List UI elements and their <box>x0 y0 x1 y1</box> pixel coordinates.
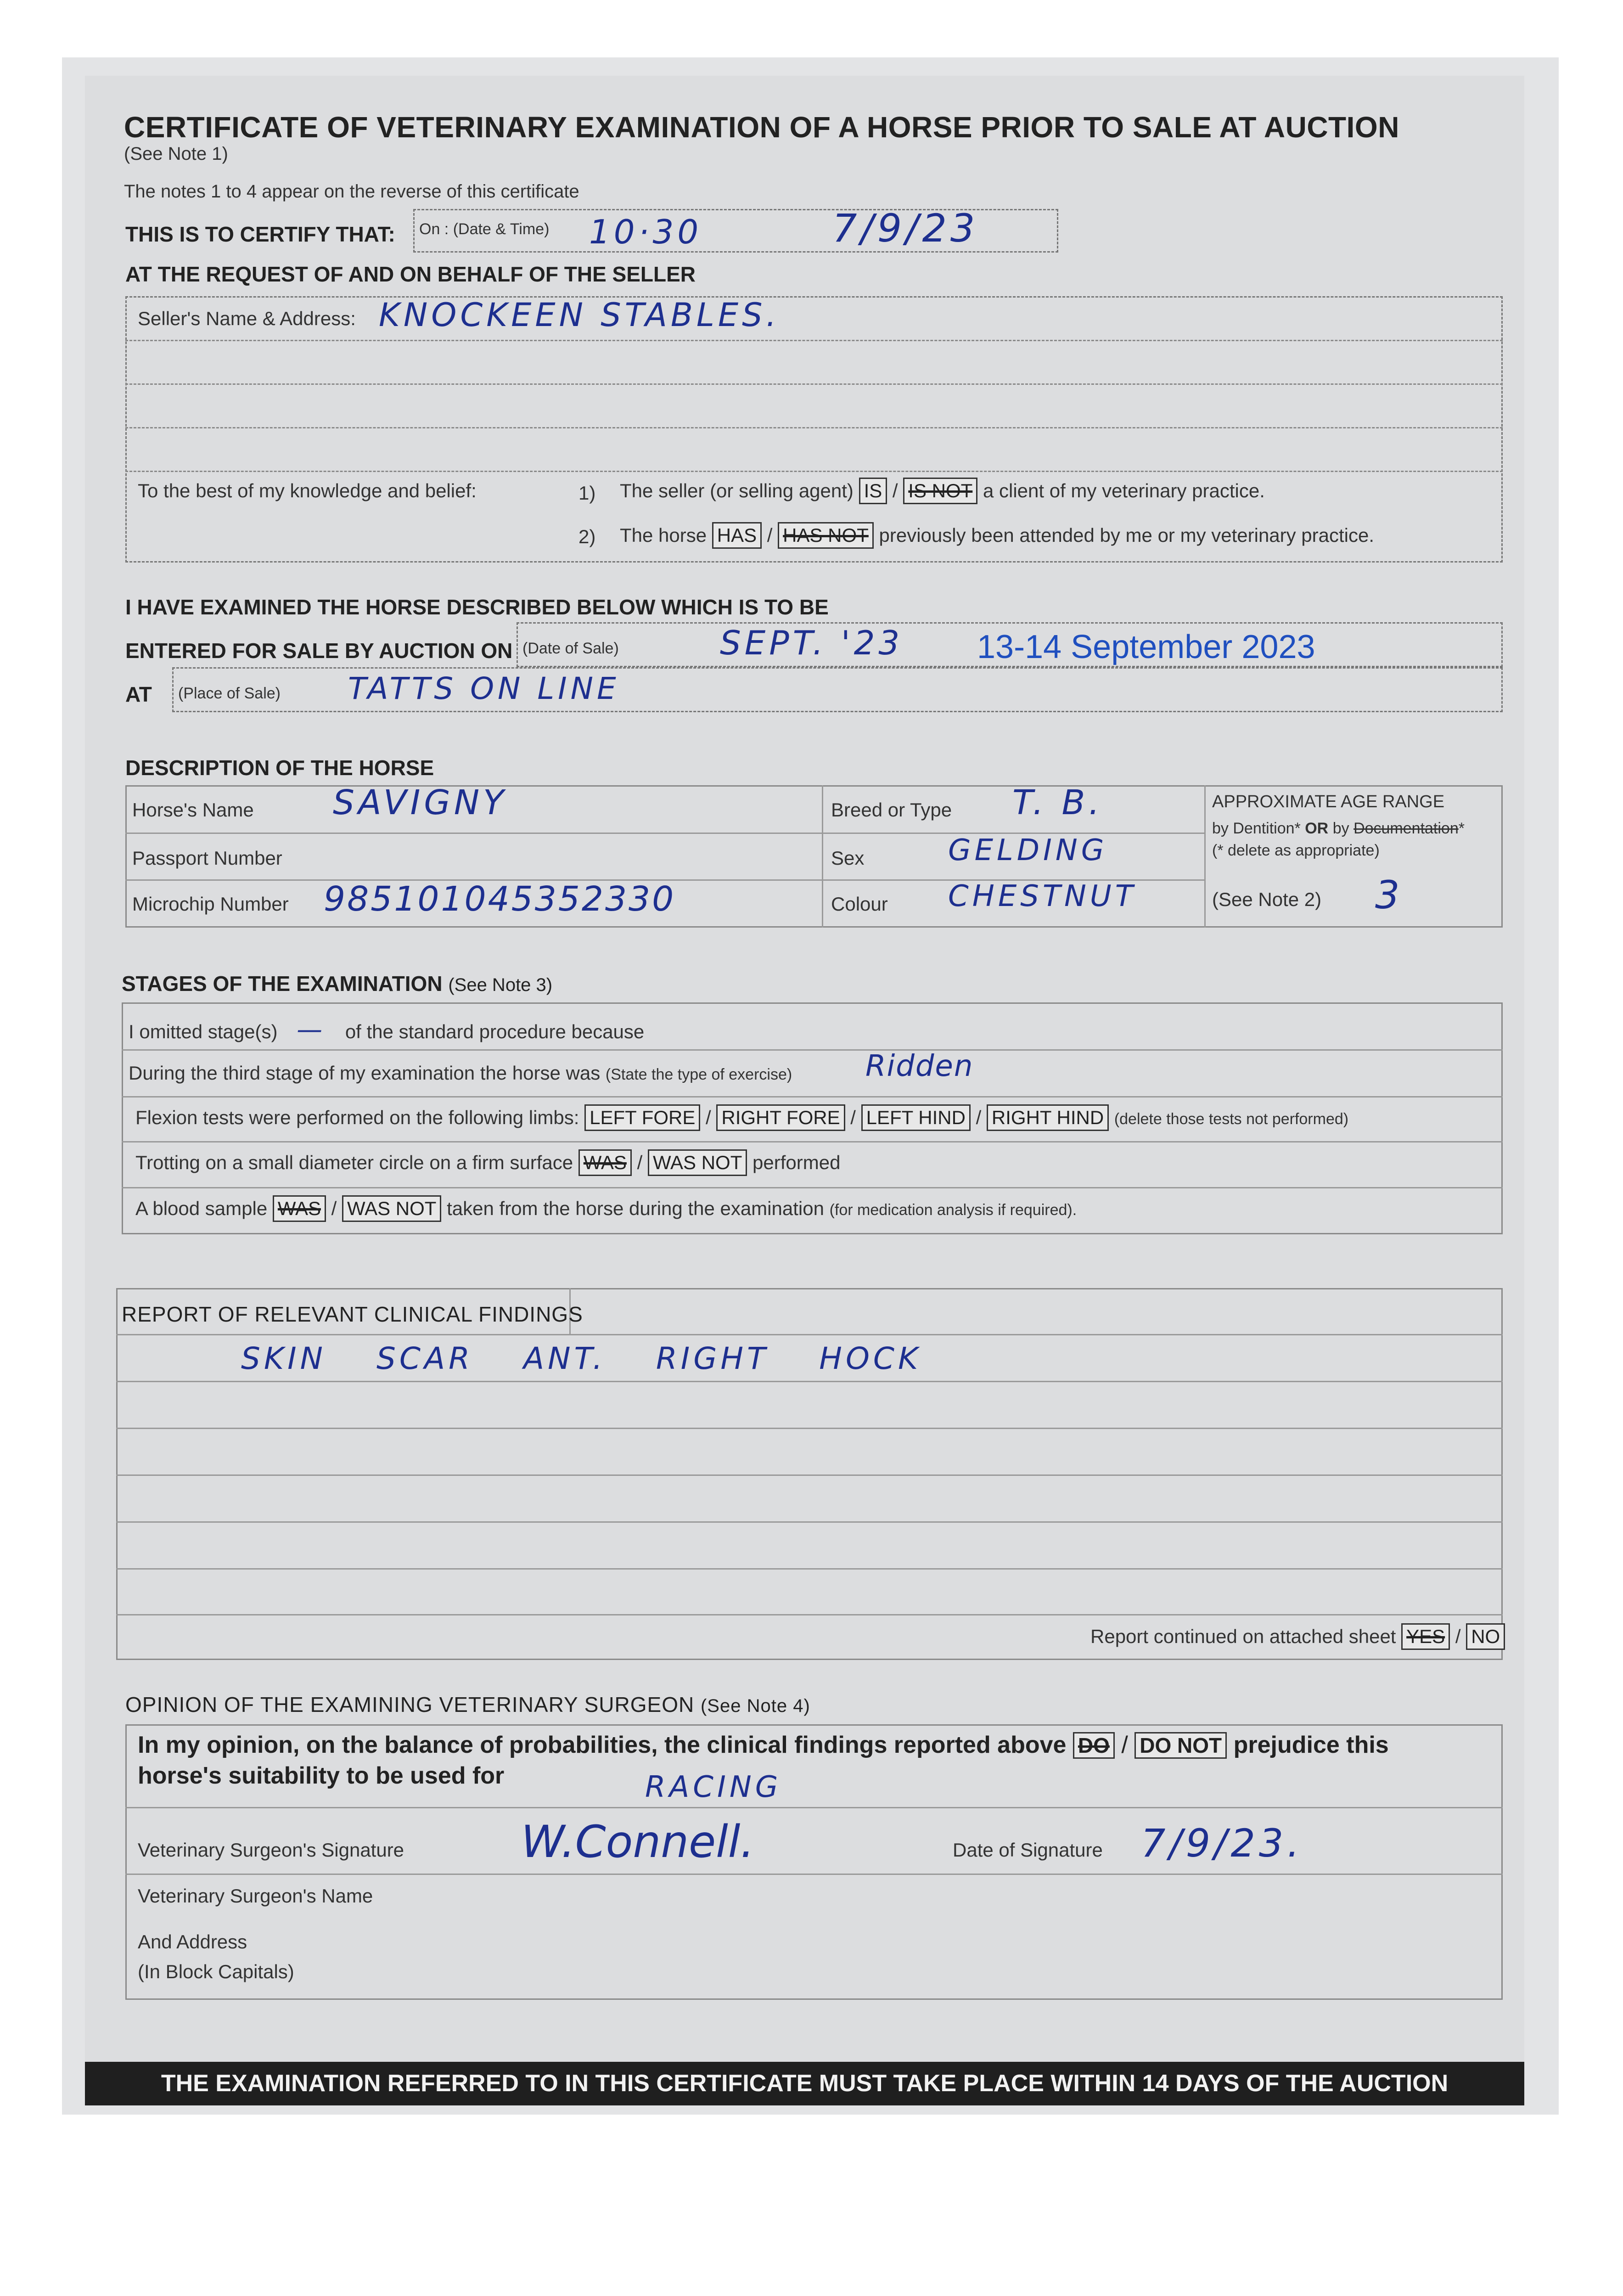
opinion-heading <box>125 1692 810 1717</box>
stages-heading <box>122 971 552 996</box>
trot-post: performed <box>753 1152 841 1173</box>
item2-pre: The horse <box>620 524 707 546</box>
at-label: AT <box>125 682 152 706</box>
sale-date-field[interactable] <box>517 622 1503 667</box>
stages-heading-text: STAGES OF THE EXAMINATION <box>122 972 443 996</box>
flexion-right-hind[interactable]: RIGHT HIND <box>987 1104 1109 1131</box>
on-date-time-label: On : (Date & Time) <box>419 220 550 238</box>
trot-was-not-option[interactable]: WAS NOT <box>648 1149 747 1176</box>
seller-rule-3 <box>125 427 1503 428</box>
blood-note: (for medication analysis if required). <box>829 1201 1077 1219</box>
trot-was-option[interactable]: WAS <box>578 1149 632 1176</box>
trot-pre: Trotting on a small diameter circle on a firm surface <box>135 1152 573 1173</box>
microchip-label: Microchip Number <box>132 893 289 915</box>
slash: / <box>850 1107 856 1128</box>
sex-value[interactable]: GELDING <box>948 833 1108 867</box>
item1-post: a client of my veterinary practice. <box>983 480 1265 501</box>
age-value[interactable]: 3 <box>1375 872 1404 917</box>
sale-place-value: TATTS ON LINE <box>348 671 620 706</box>
vet-address-label: And Address <box>138 1931 247 1953</box>
description-heading: DESCRIPTION OF THE HORSE <box>125 756 434 780</box>
knowledge-label: To the best of my knowledge and belief: <box>138 480 477 501</box>
colour-label: Colour <box>831 893 888 915</box>
trot-row <box>135 1149 840 1176</box>
examined-line-2: ENTERED FOR SALE BY AUCTION ON <box>125 639 513 663</box>
opinion-do-not-option[interactable]: DO NOT <box>1134 1732 1227 1759</box>
stage-rule-4 <box>122 1187 1503 1188</box>
age-by-dentition: by Dentition* <box>1212 820 1301 837</box>
flexion-left-fore[interactable]: LEFT FORE <box>584 1104 700 1131</box>
item1-row: The seller (or selling agent) IS / IS NOT a client of my veterinary practice. <box>620 478 1265 504</box>
opinion-rule-1 <box>125 1807 1503 1808</box>
item1-pre: The seller (or selling agent) <box>620 480 854 501</box>
report-rule-3 <box>116 1428 1503 1429</box>
report-rule-2 <box>116 1381 1503 1382</box>
age-see-note-2: (See Note 2) <box>1212 889 1322 910</box>
request-line: AT THE REQUEST OF AND ON BEHALF OF THE SELLER <box>125 262 696 286</box>
seller-name-label: Seller's Name & Address: <box>138 308 356 329</box>
opinion-line1-pre: In my opinion, on the balance of probabilities, the clinical findings reported above <box>138 1732 1067 1758</box>
third-stage-value[interactable]: Ridden <box>865 1049 974 1083</box>
desc-col-rule-2 <box>1204 785 1206 928</box>
microchip-value[interactable]: 985101045352330 <box>324 879 676 919</box>
slash: / <box>976 1107 982 1128</box>
seller-rule-2 <box>125 383 1503 385</box>
examination-deadline-banner: THE EXAMINATION REFERRED TO IN THIS CERTIFICATE MUST TAKE PLACE WITHIN 14 DAYS OF THE AUCTION <box>85 2062 1524 2105</box>
certificate-page <box>62 57 1559 2115</box>
flexion-note: (delete those tests not performed) <box>1114 1110 1349 1128</box>
report-continued-no[interactable]: NO <box>1466 1623 1505 1650</box>
slash: / <box>1121 1732 1128 1758</box>
blood-row <box>135 1195 1077 1222</box>
third-stage-pre: During the third stage of my examination the horse was <box>129 1062 601 1084</box>
omitted-post: of the standard procedure because <box>345 1021 645 1042</box>
desc-col-rule-1 <box>822 785 823 928</box>
sale-place-label: (Place of Sale) <box>178 685 281 702</box>
report-finding[interactable]: SKIN SCAR ANT. RIGHT HOCK <box>241 1341 922 1376</box>
omitted-pre: I omitted stage(s) <box>129 1021 278 1042</box>
item2-row: The horse HAS / HAS NOT previously been attended by me or my veterinary practice. <box>620 522 1374 549</box>
exam-date-time-field[interactable] <box>413 206 1058 253</box>
opinion-line-1 <box>138 1731 1389 1759</box>
age-by-documentation: Documentation <box>1353 820 1459 837</box>
report-heading: REPORT OF RELEVANT CLINICAL FINDINGS <box>122 1302 583 1326</box>
slash: / <box>331 1198 337 1219</box>
examined-line-1: I HAVE EXAMINED THE HORSE DESCRIBED BELOW WHICH IS TO BE <box>125 595 829 619</box>
flexion-pre: Flexion tests were performed on the following limbs: <box>135 1107 579 1128</box>
third-stage-note: (State the type of exercise) <box>605 1066 792 1083</box>
exam-date-value: 7/9/23 <box>832 206 979 251</box>
item1-number: 1) <box>578 482 596 504</box>
opinion-heading-text: OPINION OF THE EXAMINING VETERINARY SURGEON <box>125 1693 695 1716</box>
report-continued-yes[interactable]: YES <box>1401 1623 1450 1650</box>
horse-name-label: Horse's Name <box>132 799 254 821</box>
date-of-signature-value[interactable]: 7/9/23. <box>1141 1821 1303 1866</box>
age-or: OR <box>1305 820 1329 837</box>
date-of-signature-label: Date of Signature <box>953 1839 1103 1861</box>
age-method-line <box>1212 820 1465 838</box>
report-continued-row <box>1090 1623 1505 1650</box>
slash: / <box>706 1107 711 1128</box>
sale-date-typed: 13-14 September 2023 <box>977 629 1315 665</box>
item2-number: 2) <box>578 526 596 547</box>
age-delete-note: (* delete as appropriate) <box>1212 842 1380 859</box>
sale-date-label: (Date of Sale) <box>522 640 619 657</box>
age-by: by <box>1332 820 1349 837</box>
report-rule-1 <box>116 1334 1503 1335</box>
age-star: * <box>1458 820 1465 837</box>
vet-name-label: Veterinary Surgeon's Name <box>138 1885 373 1907</box>
exam-time-value: 10·30 <box>589 213 702 251</box>
slash: / <box>637 1152 643 1173</box>
attended-has-option[interactable]: HAS <box>712 522 762 549</box>
opinion-line1-post: prejudice this <box>1233 1732 1389 1758</box>
client-is-option[interactable]: IS <box>859 478 887 504</box>
block-capitals-note: (In Block Capitals) <box>138 1961 294 1982</box>
omitted-value[interactable]: — <box>297 1015 326 1045</box>
client-is-not-option[interactable]: IS NOT <box>903 478 977 504</box>
report-rule-7 <box>116 1614 1503 1615</box>
omitted-row <box>129 1015 644 1045</box>
age-heading: APPROXIMATE AGE RANGE <box>1212 792 1445 811</box>
breed-value[interactable]: T. B. <box>1012 783 1103 822</box>
report-rule-5 <box>116 1521 1503 1523</box>
report-rule-6 <box>116 1568 1503 1570</box>
breed-label: Breed or Type <box>831 799 952 821</box>
blood-pre: A blood sample <box>135 1198 268 1219</box>
certificate-title: CERTIFICATE OF VETERINARY EXAMINATION OF A HORSE PRIOR TO SALE AT AUCTION <box>124 111 1399 144</box>
blood-was-option[interactable]: WAS <box>273 1195 326 1222</box>
item2-post: previously been attended by me or my veterinary practice. <box>879 524 1375 546</box>
attended-has-not-option[interactable]: HAS NOT <box>778 522 874 549</box>
slash: / <box>1455 1626 1461 1647</box>
vet-signature: W.Connell. <box>521 1816 754 1868</box>
sex-label: Sex <box>831 847 865 869</box>
opinion-use-value[interactable]: RACING <box>645 1770 782 1804</box>
seller-rule-4 <box>125 471 1503 472</box>
passport-label: Passport Number <box>132 847 282 869</box>
notes-line: The notes 1 to 4 appear on the reverse of this certificate <box>124 181 579 202</box>
signature-label: Veterinary Surgeon's Signature <box>138 1839 404 1861</box>
flexion-row <box>135 1104 1348 1131</box>
seller-name-value[interactable]: KNOCKEEN STABLES. <box>379 296 780 334</box>
certify-label: THIS IS TO CERTIFY THAT: <box>125 222 395 246</box>
stage-rule-2 <box>122 1096 1503 1097</box>
stage-rule-1 <box>122 1049 1503 1051</box>
sale-date-handwritten: SEPT. '23 <box>720 624 904 662</box>
see-note-1: (See Note 1) <box>124 144 228 164</box>
opinion-rule-2 <box>125 1874 1503 1875</box>
report-rule-4 <box>116 1474 1503 1476</box>
seller-rule-1 <box>125 340 1503 341</box>
sale-place-field[interactable] <box>172 667 1503 712</box>
opinion-line-2: horse's suitability to be used for <box>138 1762 505 1789</box>
stage-rule-3 <box>122 1141 1503 1142</box>
blood-post: taken from the horse during the examination <box>447 1198 824 1219</box>
horse-name-value[interactable]: SAVIGNY <box>333 783 508 822</box>
report-continued-label: Report continued on attached sheet <box>1090 1626 1396 1647</box>
blood-was-not-option[interactable]: WAS NOT <box>342 1195 441 1222</box>
opinion-heading-note: (See Note 4) <box>700 1696 810 1716</box>
flexion-right-fore[interactable]: RIGHT FORE <box>716 1104 845 1131</box>
stages-heading-note: (See Note 3) <box>448 975 553 995</box>
third-stage-row <box>129 1062 792 1084</box>
colour-value[interactable]: CHESTNUT <box>948 879 1137 913</box>
flexion-left-hind[interactable]: LEFT HIND <box>861 1104 971 1131</box>
certificate-form <box>85 76 1524 2096</box>
opinion-do-option[interactable]: DO <box>1073 1732 1115 1759</box>
